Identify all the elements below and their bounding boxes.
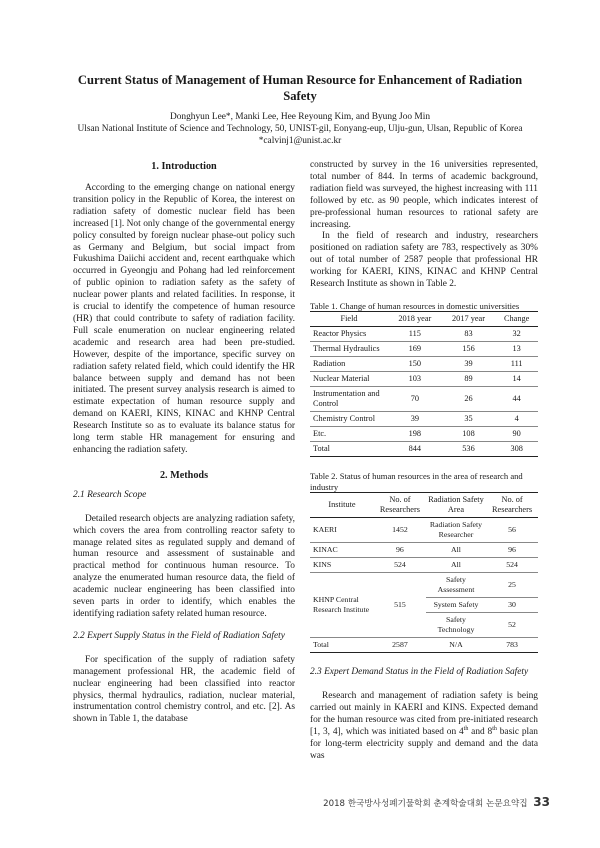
table-cell: 44 <box>495 387 538 412</box>
table-cell: 26 <box>442 387 496 412</box>
table-cell: Safety Assessment <box>426 573 486 598</box>
subsection-2-2-heading: 2.2 Expert Supply Status in the Field of Radiation Safety <box>73 630 285 641</box>
table-cell: 308 <box>495 442 538 457</box>
table-cell: 89 <box>442 372 496 387</box>
table-cell: 103 <box>388 372 442 387</box>
table-total-row <box>310 442 538 457</box>
intro-paragraph: According to the emerging change on national energy transition policy in the Republic of Korea, the interest on radiation safety of domestic nuclear field has been increased [1]. Not only change of the governmental energy policy consulted by foreign nuclear phase-out policy such as Germany and Belgium, but social impact from Fukushima Daiichi accident and, recent earthquake which occurred in Gyeongju and Pohang had led reinforcement of public opinion to radiation safety as the safety of nuclear power plants and related facilities. In response, it is crucial to identify the competence of human resource (HR) that could contribute to safety of radiation facility. Full scale enumeration on nuclear engineering related academic and research area had been pre-studied. However, despite of the importance, specific survey on radiation safety related field, which could identify the HR balance between supply and demand has not been initiated. The present survey analysis research is aimed to estimate expectation of human resource supply and demand on KAERI, KINS, KINAC and KHNP Central Research Institute so as to evaluate its balance status for long term stable HR management for ensuring and enhancing the radiation safety. <box>73 183 295 455</box>
table-cell: System Safety <box>426 598 486 613</box>
research-industry-paragraph: In the field of research and industry, researchers positioned on radiation safety are 783, respectively as 30% out of total number of 2587 people that professional HR working for KAERI, KINS, KINAC and KHNP Central Research Institute as shown in Table 2. <box>310 231 538 290</box>
table-cell: 30 <box>486 598 538 613</box>
table-header-cell: No. of Researchers <box>374 493 426 518</box>
table2-research-industry-hr <box>310 492 538 653</box>
table-row <box>310 372 538 387</box>
table-cell: 32 <box>495 327 538 342</box>
table-row <box>310 573 538 598</box>
table-row <box>310 412 538 427</box>
author-block <box>50 112 550 147</box>
table-cell: 524 <box>486 558 538 573</box>
table-cell: 56 <box>486 518 538 543</box>
table-row <box>310 427 538 442</box>
table-cell: 156 <box>442 342 496 357</box>
table-cell: Reactor Physics <box>310 327 388 342</box>
table-cell: 25 <box>486 573 538 598</box>
table-cell: 4 <box>495 412 538 427</box>
ordinal-suffix: th <box>463 725 469 732</box>
table-cell: KAERI <box>310 518 374 543</box>
table-cell: Total <box>310 442 388 457</box>
table-row <box>310 342 538 357</box>
table-cell: 536 <box>442 442 496 457</box>
paper-title: Current Status of Management of Human Resource for Enhancement of Radiation Safety <box>77 73 523 103</box>
table-cell: 35 <box>442 412 496 427</box>
table-row <box>310 357 538 372</box>
proceedings-name: 2018 한국방사성폐기물학회 춘계학술대회 논문요약집 <box>323 799 528 809</box>
table-row <box>310 558 538 573</box>
table-total-row <box>310 638 538 653</box>
left-column <box>73 160 295 726</box>
table-header-cell: No. of Researchers <box>486 493 538 518</box>
table-cell: 844 <box>388 442 442 457</box>
table-cell: KINS <box>310 558 374 573</box>
table-cell: All <box>426 543 486 558</box>
intro-heading: 1. Introduction <box>151 161 217 172</box>
table-cell: 52 <box>486 613 538 638</box>
page-number: 33 <box>533 795 550 809</box>
table-cell: 515 <box>374 573 426 638</box>
subsection-2-3-heading: 2.3 Expert Demand Status in the Field of Radiation Safety <box>310 667 529 678</box>
table-cell: 108 <box>442 427 496 442</box>
table-row <box>310 387 538 412</box>
table-cell: 39 <box>442 357 496 372</box>
table-cell: 83 <box>442 327 496 342</box>
table-header-row <box>310 493 538 518</box>
table-cell: Safety Technology <box>426 613 486 638</box>
table-cell: Nuclear Material <box>310 372 388 387</box>
table-header-row <box>310 312 538 327</box>
table-cell: KINAC <box>310 543 374 558</box>
table-cell: Total <box>310 638 374 653</box>
table-row <box>310 327 538 342</box>
table1-university-hr <box>310 311 538 457</box>
table-cell: 96 <box>374 543 426 558</box>
table-cell: All <box>426 558 486 573</box>
table1-caption: Table 1. Change of human resources in domestic universities <box>310 300 520 311</box>
table-row <box>310 518 538 543</box>
table-cell: 111 <box>495 357 538 372</box>
table-cell: 90 <box>495 427 538 442</box>
ordinal-suffix: th <box>492 725 497 732</box>
table-cell: 524 <box>374 558 426 573</box>
affiliation: Ulsan National Institute of Science and Technology, 50, UNIST-gil, Eonyang-eup, Ulju-gun, Ulsan, Republic of Korea <box>77 123 523 134</box>
table-cell: 115 <box>388 327 442 342</box>
table-cell: KHNP Central Research Institute <box>310 573 374 638</box>
table2-caption: Table 2. Status of human resources in the area of research and industry <box>310 471 523 492</box>
table-cell: Thermal Hydraulics <box>310 342 388 357</box>
supply-status-paragraph: For specification of the supply of radiation safety management professional HR, the academic field of nuclear engineering had been classified into reactor physics, thermal hydraulics, radiation, nuclear material, instrumentation control chemistry control, and etc. [2]. As shown in Table 1, the database <box>73 654 295 725</box>
demand-text-a: Research and management of radiation safety is being carried out mainly in KAERI and KINS. Expected demand for the human resource was cited from pre-initiated research [1, 3, 4], which was initiated based on 4 <box>310 691 538 738</box>
table-cell: 39 <box>388 412 442 427</box>
corresponding-email: *calvinj1@unist.ac.kr <box>258 135 342 146</box>
table-cell: Radiation Safety Researcher <box>426 518 486 543</box>
table-cell: 13 <box>495 342 538 357</box>
table-cell: Etc. <box>310 427 388 442</box>
table-cell: Instrumentation and Control <box>310 387 388 412</box>
table-header-cell: Change <box>495 312 538 327</box>
supply-continuation-paragraph: constructed by survey in the 16 universities represented, total number of 844. In terms of academic background, radiation field was surveyed, the highest increasing with 111 followed by etc. as 90 people, which indicates interest of pre-professional human resources to rational safety are increasing. <box>310 160 538 230</box>
author-list: Donghyun Lee*, Manki Lee, Hee Reyoung Kim, and Byung Joo Min <box>169 112 431 122</box>
table-header-cell: 2018 year <box>388 312 442 327</box>
research-scope-paragraph: Detailed research objects are analyzing radiation safety, which covers the area from controlling reactor safety to manage related sites as regulated supply and demand of human resource and assessment of sustainable and practical method for continuous human resource. To analyze the enumerated human resource data, the field of academic nuclear engineering has been classified into seven parts in order to identify, which enables the identifying radiation safety related human resource. <box>73 513 295 619</box>
table-header-cell: Field <box>310 312 388 327</box>
table-header-cell: Radiation Safety Area <box>426 493 486 518</box>
demand-status-paragraph <box>310 691 538 762</box>
table-cell: Radiation <box>310 357 388 372</box>
table-row <box>310 543 538 558</box>
table-cell: Chemistry Control <box>310 412 388 427</box>
table-cell: 96 <box>486 543 538 558</box>
table-cell: 169 <box>388 342 442 357</box>
right-column <box>310 160 538 763</box>
table-cell: 2587 <box>374 638 426 653</box>
table-header-cell: 2017 year <box>442 312 496 327</box>
table-cell: 1452 <box>374 518 426 543</box>
page-footer <box>300 795 550 809</box>
table-cell: 783 <box>486 638 538 653</box>
table-cell: 14 <box>495 372 538 387</box>
table-cell: 70 <box>388 387 442 412</box>
table-header-cell: Institute <box>310 493 374 518</box>
demand-text-b: and 8 <box>468 727 493 738</box>
demand-text-c: basic plan for long-term electricity supply and demand and the data was <box>310 727 538 761</box>
methods-heading: 2. Methods <box>159 469 209 481</box>
table-cell: 198 <box>388 427 442 442</box>
table-cell: N/A <box>426 638 486 653</box>
subsection-2-1-heading: 2.1 Research Scope <box>73 489 147 500</box>
table-cell: 150 <box>388 357 442 372</box>
